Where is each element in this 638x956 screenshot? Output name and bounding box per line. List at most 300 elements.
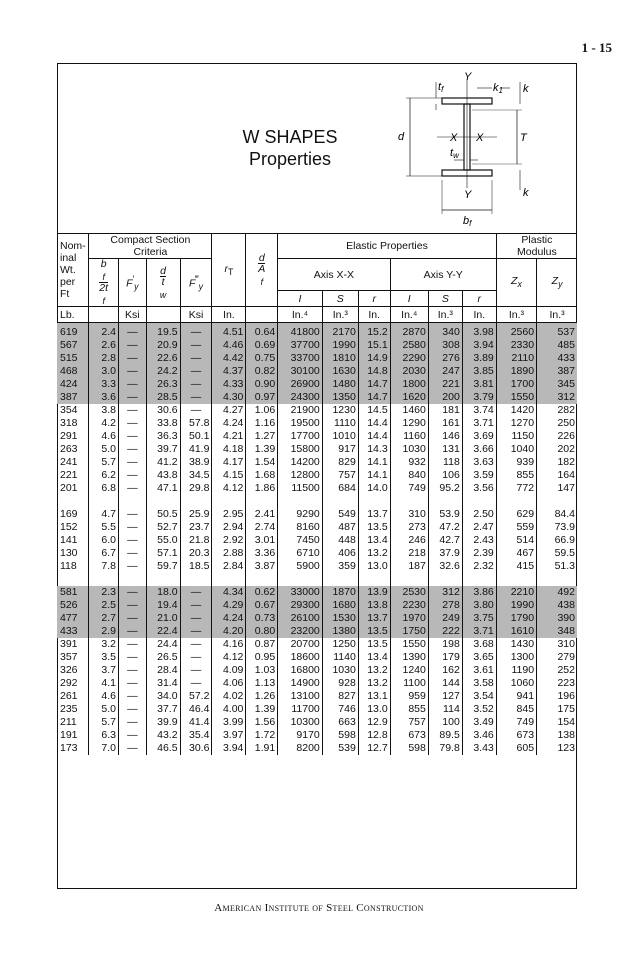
table-cell: 20.3 [180, 547, 212, 560]
table-cell: 249 [428, 612, 462, 625]
ix-header: I [278, 291, 323, 307]
table-cell: 4.27 [212, 404, 246, 417]
table-cell: 3.75 [462, 612, 496, 625]
table-cell: 29300 [278, 599, 323, 612]
table-cell: 415 [496, 560, 536, 573]
table-cell: 4.18 [212, 443, 246, 456]
nominal-weight-header: Nom- inal Wt. per Ft [57, 234, 89, 307]
table-cell: 51.3 [537, 560, 577, 573]
table-cell: 1100 [390, 677, 428, 690]
table-cell: 273 [390, 521, 428, 534]
table-cell: 6.2 [89, 469, 119, 482]
table-cell: 3.56 [462, 482, 496, 495]
table-row [57, 742, 577, 755]
table-cell: 4.09 [212, 664, 246, 677]
table-cell: 12.8 [358, 729, 390, 742]
table-cell: 5.0 [89, 703, 119, 716]
table-cell: 310 [390, 508, 428, 521]
table-cell: 7.8 [89, 560, 119, 573]
zy-header: $Z_y$ [537, 259, 577, 307]
table-cell: 387 [537, 365, 577, 378]
table-cell: 312 [428, 586, 462, 599]
table-cell: 2210 [496, 586, 536, 599]
table-cell: 2330 [496, 339, 536, 352]
table-cell: 14.8 [358, 365, 390, 378]
table-cell: 1.39 [246, 443, 278, 456]
table-cell: 3.89 [462, 352, 496, 365]
table-row [57, 469, 577, 482]
table-cell: 3.94 [212, 742, 246, 755]
table-cell: 845 [496, 703, 536, 716]
table-cell: 3.36 [246, 547, 278, 560]
table-cell: 354 [60, 404, 78, 417]
table-cell: 673 [390, 729, 428, 742]
table-cell: 3.87 [246, 560, 278, 573]
table-cell: 14.4 [358, 417, 390, 430]
table-cell: 492 [537, 586, 577, 599]
table-cell: 487 [322, 521, 358, 534]
table-cell: 14.0 [358, 482, 390, 495]
table-cell: 221 [60, 469, 78, 482]
table-cell: 772 [496, 482, 536, 495]
table-cell: 4.29 [212, 599, 246, 612]
table-cell: 1030 [390, 443, 428, 456]
fy-prime-header: $F'_y$ [119, 259, 147, 307]
axis-xx-header: Axis X-X [278, 259, 390, 291]
table-cell: 13100 [278, 690, 323, 703]
table-cell: 31.4 [146, 677, 180, 690]
table-cell: 1.86 [246, 482, 278, 495]
table-cell: 182 [537, 456, 577, 469]
table-cell: 14200 [278, 456, 323, 469]
table-cell: 340 [428, 323, 462, 340]
title-line-1: W SHAPES [242, 127, 338, 147]
table-cell: — [180, 404, 212, 417]
table-cell: 1.26 [246, 690, 278, 703]
k-top-label: k [523, 83, 529, 95]
table-cell: 4.1 [89, 677, 119, 690]
group-spacer [57, 573, 577, 586]
table-row [57, 508, 577, 521]
table-cell: 3.68 [462, 638, 496, 651]
table-cell: 3.49 [462, 716, 496, 729]
table-cell: 3.65 [462, 651, 496, 664]
table-cell: 15.1 [358, 339, 390, 352]
table-row [57, 547, 577, 560]
table-cell: 2030 [390, 365, 428, 378]
table-cell: 263 [60, 443, 78, 456]
table-cell: 4.02 [212, 690, 246, 703]
table-cell: 1.39 [246, 703, 278, 716]
d-af-header: d A $_f$ [246, 234, 278, 307]
table-cell: 13.5 [358, 638, 390, 651]
table-cell: 181 [428, 404, 462, 417]
table-cell: 13.4 [358, 534, 390, 547]
table-cell: — [119, 560, 147, 573]
table-cell: 1430 [496, 638, 536, 651]
table-cell: 3.69 [462, 430, 496, 443]
table-cell: 14.7 [358, 378, 390, 391]
tw-label: tw [450, 147, 459, 160]
table-cell: — [119, 742, 147, 755]
table-cell: 47.1 [146, 482, 180, 495]
table-cell: 485 [537, 339, 577, 352]
table-cell: 13.5 [358, 521, 390, 534]
table-cell: 42.7 [428, 534, 462, 547]
table-cell: 57.2 [180, 690, 212, 703]
table-row [57, 365, 577, 378]
table-row [57, 521, 577, 534]
table-cell: 1420 [496, 404, 536, 417]
table-cell: — [119, 521, 147, 534]
table-cell: 41.9 [180, 443, 212, 456]
table-cell: 57.8 [180, 417, 212, 430]
table-cell: 1990 [496, 599, 536, 612]
w-shapes-table [57, 233, 577, 755]
table-cell: — [180, 625, 212, 638]
table-cell: 1250 [322, 638, 358, 651]
table-cell: 2.92 [212, 534, 246, 547]
y-bottom-label: Y [464, 189, 472, 201]
table-cell: 1270 [496, 417, 536, 430]
table-cell: 4.37 [212, 365, 246, 378]
table-cell: 13.7 [358, 612, 390, 625]
table-cell: 79.8 [428, 742, 462, 755]
table-cell: 1460 [390, 404, 428, 417]
table-cell: 1160 [390, 430, 428, 443]
table-cell: 201 [60, 482, 78, 495]
table-cell: 2.84 [212, 560, 246, 573]
table-cell: 4.6 [89, 430, 119, 443]
table-cell: 1350 [322, 391, 358, 404]
table-cell: 13.2 [358, 677, 390, 690]
table-cell: 218 [390, 547, 428, 560]
table-cell: 95.2 [428, 482, 462, 495]
table-cell: 152 [60, 521, 78, 534]
table-cell: 21900 [278, 404, 323, 417]
table-row [57, 443, 577, 456]
elastic-properties-header: Elastic Properties [278, 234, 497, 259]
table-cell: 3.8 [89, 404, 119, 417]
table-cell: 30.6 [180, 742, 212, 755]
table-cell: 424 [57, 378, 89, 391]
table-cell: 222 [428, 625, 462, 638]
table-cell: 2.9 [89, 625, 119, 638]
table-cell: 2870 [390, 323, 428, 340]
table-cell: 4.16 [212, 638, 246, 651]
table-cell: 3.99 [212, 716, 246, 729]
table-cell: — [119, 378, 147, 391]
table-cell: 41.2 [146, 456, 180, 469]
table-cell: — [119, 365, 147, 378]
plastic-modulus-header: Plastic Modulus [496, 234, 577, 259]
table-cell: 26.5 [146, 651, 180, 664]
table-cell: 13.0 [358, 560, 390, 573]
table-cell: 200 [428, 391, 462, 404]
table-cell: 1060 [496, 677, 536, 690]
table-cell: — [119, 690, 147, 703]
table-cell: 32.6 [428, 560, 462, 573]
table-cell: 8160 [278, 521, 323, 534]
table-cell: 1040 [496, 443, 536, 456]
table-cell: 34.0 [146, 690, 180, 703]
unit-cell: In. [358, 307, 390, 323]
table-cell: 348 [537, 625, 577, 638]
table-cell: 14900 [278, 677, 323, 690]
table-cell: 1550 [496, 391, 536, 404]
table-cell: — [180, 339, 212, 352]
unit-cell [146, 307, 180, 323]
table-cell: 223 [537, 677, 577, 690]
table-row [57, 391, 577, 404]
units-row [57, 307, 577, 323]
table-cell: 1190 [496, 664, 536, 677]
table-cell: 46.4 [180, 703, 212, 716]
table-row [57, 586, 577, 599]
table-cell: 1140 [322, 651, 358, 664]
table-cell: 18600 [278, 651, 323, 664]
table-cell: 3.6 [89, 391, 119, 404]
table-cell: 198 [428, 638, 462, 651]
table-cell: 0.64 [246, 323, 278, 340]
table-cell: — [180, 586, 212, 599]
table-cell: 279 [537, 651, 577, 664]
table-cell: 0.80 [246, 625, 278, 638]
table-cell: 829 [322, 456, 358, 469]
table-cell: 3.81 [462, 378, 496, 391]
table-cell: 549 [322, 508, 358, 521]
table-cell: 1380 [322, 625, 358, 638]
table-cell: 2110 [496, 352, 536, 365]
table-cell: 291 [60, 430, 78, 443]
table-cell: 34.5 [180, 469, 212, 482]
table-cell: 11500 [278, 482, 323, 495]
table-cell: 28.4 [146, 664, 180, 677]
table-cell: 515 [57, 352, 89, 365]
table-cell: — [119, 703, 147, 716]
table-cell: 2.8 [89, 352, 119, 365]
table-cell: 162 [428, 664, 462, 677]
rt-header: $r_T$ [212, 234, 246, 307]
table-cell: 5.7 [89, 456, 119, 469]
table-cell: — [119, 612, 147, 625]
table-cell: 84.4 [537, 508, 577, 521]
table-cell: 13.2 [358, 547, 390, 560]
table-cell: 2530 [390, 586, 428, 599]
table-cell: 1680 [322, 599, 358, 612]
table-cell: 467 [496, 547, 536, 560]
title-line-2: Properties [248, 149, 332, 169]
table-cell: 1620 [390, 391, 428, 404]
table-cell: 2.88 [212, 547, 246, 560]
fy-triple-prime-header: $F^‴_y$ [180, 259, 212, 307]
tf-label: tf [438, 81, 444, 94]
table-cell: 1.91 [246, 742, 278, 755]
table-cell: 3.71 [462, 417, 496, 430]
table-cell: 37.9 [428, 547, 462, 560]
unit-cell: Ksi [180, 307, 212, 323]
table-cell: 387 [57, 391, 89, 404]
unit-cell: In.³ [322, 307, 358, 323]
table-cell: 14.4 [358, 430, 390, 443]
table-cell: 161 [428, 417, 462, 430]
table-cell: 37700 [278, 339, 323, 352]
table-cell: 14.7 [358, 391, 390, 404]
table-cell: 6.8 [89, 482, 119, 495]
table-cell: 5900 [278, 560, 323, 573]
table-cell: 247 [428, 365, 462, 378]
zx-header: $Z_x$ [496, 259, 536, 307]
table-row [57, 625, 577, 638]
table-cell: 0.62 [246, 586, 278, 599]
table-cell: 1.56 [246, 716, 278, 729]
unit-cell [89, 307, 119, 323]
sx-header: S [322, 291, 358, 307]
table-row [57, 417, 577, 430]
table-cell: 118 [428, 456, 462, 469]
table-cell: 4.24 [212, 417, 246, 430]
unit-cell: In. [462, 307, 496, 323]
table-cell: 15800 [278, 443, 323, 456]
table-cell: 50.1 [180, 430, 212, 443]
table-cell: 1530 [322, 612, 358, 625]
table-cell: 4.6 [89, 690, 119, 703]
table-cell: — [180, 638, 212, 651]
table-cell: 2170 [322, 323, 358, 340]
table-cell: 438 [537, 599, 577, 612]
table-cell: 4.46 [212, 339, 246, 352]
table-cell: — [119, 469, 147, 482]
table-cell: 29.8 [180, 482, 212, 495]
table-cell: 928 [322, 677, 358, 690]
table-cell: 917 [322, 443, 358, 456]
table-cell: 684 [322, 482, 358, 495]
table-cell: 0.67 [246, 599, 278, 612]
table-cell: 673 [496, 729, 536, 742]
table-cell: 3.58 [462, 677, 496, 690]
table-cell: 12.7 [358, 742, 390, 755]
table-cell: — [119, 417, 147, 430]
table-cell: — [180, 378, 212, 391]
sy-header: S [428, 291, 462, 307]
table-cell: — [119, 339, 147, 352]
table-cell: 629 [496, 508, 536, 521]
table-cell: — [119, 586, 147, 599]
table-cell: 25.9 [180, 508, 212, 521]
table-cell: 3.43 [462, 742, 496, 755]
table-cell: 35.4 [180, 729, 212, 742]
unit-cell: In.³ [428, 307, 462, 323]
table-cell: 28.5 [146, 391, 180, 404]
table-cell: 0.97 [246, 391, 278, 404]
table-cell: 2560 [496, 323, 536, 340]
table-cell: 30100 [278, 365, 323, 378]
table-cell: 326 [60, 664, 78, 677]
table-cell: 581 [57, 586, 89, 599]
table-cell: 33000 [278, 586, 323, 599]
iy-header: I [390, 291, 428, 307]
table-cell: 19500 [278, 417, 323, 430]
table-row [57, 534, 577, 547]
table-cell: — [119, 391, 147, 404]
table-cell: 749 [496, 716, 536, 729]
table-row [57, 404, 577, 417]
publisher-footer: American Institute of Steel Construction [214, 902, 424, 914]
table-cell: 1010 [322, 430, 358, 443]
table-cell: 191 [60, 729, 78, 742]
table-cell: 3.97 [212, 729, 246, 742]
table-cell: 840 [390, 469, 428, 482]
table-cell: 23.7 [180, 521, 212, 534]
table-cell: 14.9 [358, 352, 390, 365]
bf-2tf-header: b $_f$ 2t $_f$ [89, 259, 119, 307]
table-cell: 164 [537, 469, 577, 482]
table-cell: 2.94 [212, 521, 246, 534]
table-row [57, 599, 577, 612]
table-cell: 3.80 [462, 599, 496, 612]
table-cell: — [119, 599, 147, 612]
table-cell: 12800 [278, 469, 323, 482]
w-shape-diagram [392, 70, 542, 228]
table-cell: 0.69 [246, 339, 278, 352]
table-cell: — [180, 677, 212, 690]
table-cell: 16800 [278, 664, 323, 677]
table-cell: — [119, 677, 147, 690]
table-cell: — [119, 625, 147, 638]
table-cell: 4.2 [89, 417, 119, 430]
table-cell: 598 [390, 742, 428, 755]
table-row [57, 430, 577, 443]
table-cell: 13.2 [358, 664, 390, 677]
table-cell: 4.21 [212, 430, 246, 443]
table-cell: 46.5 [146, 742, 180, 755]
table-cell: 0.82 [246, 365, 278, 378]
table-cell: 36.3 [146, 430, 180, 443]
table-cell: — [180, 323, 212, 340]
table-row [57, 638, 577, 651]
table-cell: 33700 [278, 352, 323, 365]
table-cell: 14.3 [358, 443, 390, 456]
table-cell: 1630 [322, 365, 358, 378]
table-cell: 43.2 [146, 729, 180, 742]
table-cell: 4.20 [212, 625, 246, 638]
table-cell: 2.5 [89, 599, 119, 612]
table-cell: 4.42 [212, 352, 246, 365]
table-cell: 26100 [278, 612, 323, 625]
table-cell: 19.4 [146, 599, 180, 612]
table-cell: 235 [60, 703, 78, 716]
table-cell: 7450 [278, 534, 323, 547]
table-cell: 4.17 [212, 456, 246, 469]
table-cell: 26.3 [146, 378, 180, 391]
table-cell: 959 [390, 690, 428, 703]
table-cell: 179 [428, 651, 462, 664]
table-cell: 15.2 [358, 323, 390, 340]
table-cell: 1.54 [246, 456, 278, 469]
table-cell: 24.4 [146, 638, 180, 651]
table-cell: 526 [57, 599, 89, 612]
table-cell: 6.7 [89, 547, 119, 560]
table-row [57, 323, 577, 340]
page-number: 1 - 15 [581, 40, 612, 55]
table-cell: 3.85 [462, 365, 496, 378]
unit-cell: In.³ [537, 307, 577, 323]
table-cell: 5.5 [89, 521, 119, 534]
table-cell: 43.8 [146, 469, 180, 482]
table-cell: 175 [537, 703, 577, 716]
table-cell: — [119, 638, 147, 651]
table-cell: 663 [322, 716, 358, 729]
